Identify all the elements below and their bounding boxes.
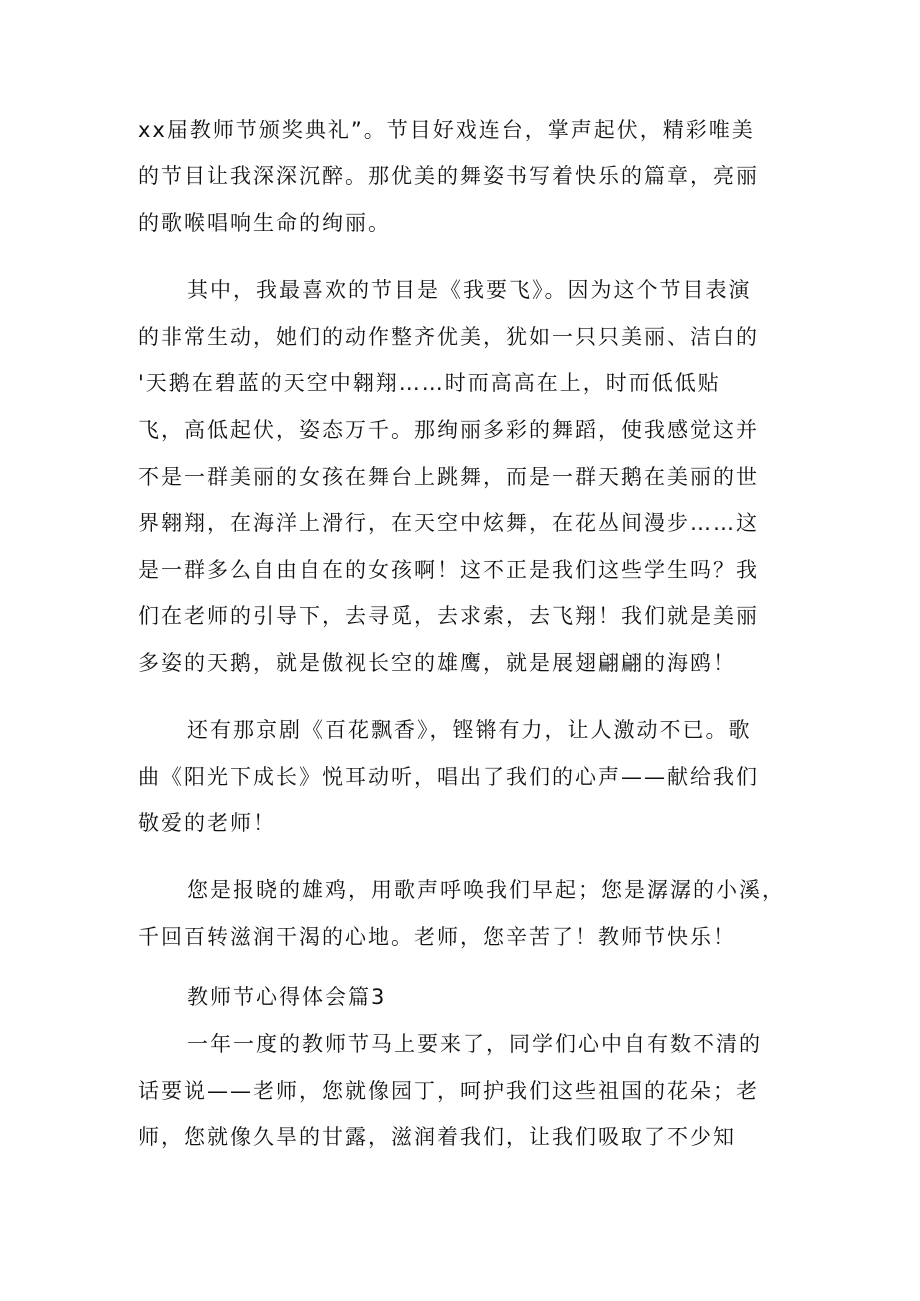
text-line: 千回百转滋润干渴的心地。老师，您辛苦了！教师节快乐！ [138,925,736,949]
text-line: xx届教师节颁奖典礼”。节目好戏连台，掌声起伏，精彩唯美 [138,118,755,142]
text-line: 界翱翔，在海洋上滑行，在天空中炫舞，在花丛间漫步……这 [138,511,759,535]
text-line: 您是报晓的雄鸡，用歌声呼唤我们早起；您是潺潺的小溪， [187,878,785,902]
text-line: 师，您就像久旱的甘露，滋润着我们，让我们吸取了不少知 [138,1125,736,1149]
section-title: 教师节心得体会篇3 [187,985,387,1009]
text-line: 还有那京剧《百花飘香》，铿锵有力，让人激动不已。歌 [187,718,752,742]
text-line: 们在老师的引导下，去寻觅，去求索，去飞翔！我们就是美丽 [138,604,759,628]
text-line: 的非常生动，她们的动作整齐优美，犹如一只只美丽、洁白的 [138,325,759,349]
text-line: 敬爱的老师！ [138,811,276,835]
text-line: 一年一度的教师节马上要来了，同学们心中自有数不清的 [187,1032,762,1056]
text-line: 多姿的天鹅，就是傲视长空的雄鹰，就是展翅翩翩的海鸥！ [138,651,736,675]
text-line: 是一群多么自由自在的女孩啊！这不正是我们这些学生吗？我 [138,558,759,582]
text-line: 的节目让我深深沉醉。那优美的舞姿书写着快乐的篇章，亮丽 [138,164,759,188]
text-line: '天鹅在碧蓝的天空中翱翔……时而高高在上，时而低低贴 [138,371,721,395]
text-line: 不是一群美丽的女孩在舞台上跳舞，而是一群天鹅在美丽的世 [138,465,759,489]
text-line: 其中，我最喜欢的节目是《我要飞》。因为这个节目表演 [187,278,752,302]
text-line: 飞，高低起伏，姿态万千。那绚丽多彩的舞蹈，使我感觉这并 [138,418,759,442]
text-line: 话要说——老师，您就像园丁，呵护我们这些祖国的花朵；老 [138,1079,759,1103]
text-line: 曲《阳光下成长》悦耳动听，唱出了我们的心声——献给我们 [138,765,759,789]
text-line: 的歌喉唱响生命的绚丽。 [138,211,391,235]
